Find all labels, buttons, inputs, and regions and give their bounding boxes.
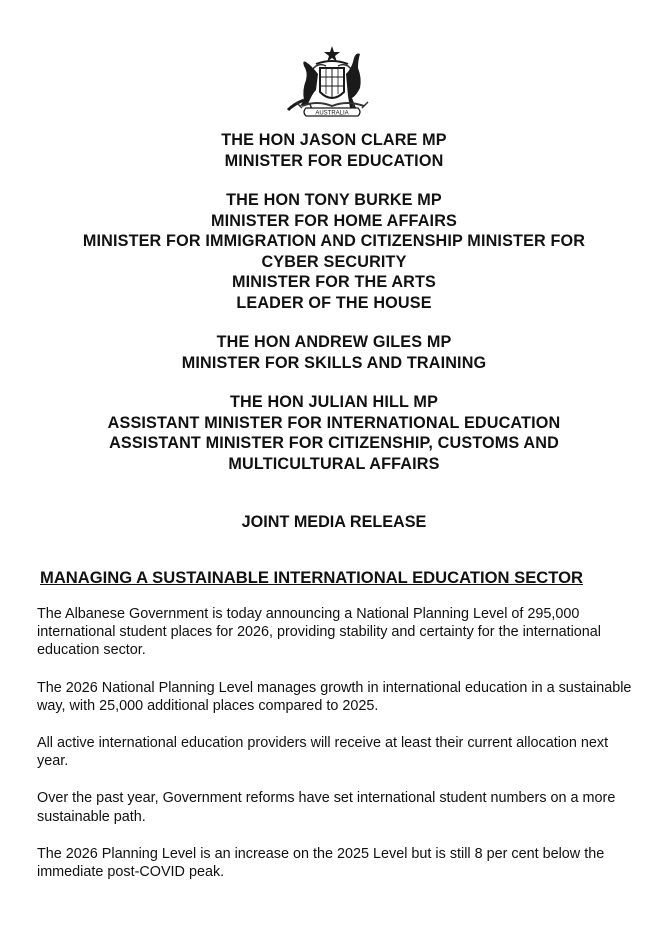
release-body bbox=[37, 605, 637, 900]
release-type-heading: JOINT MEDIA RELEASE bbox=[241, 513, 427, 531]
minister-name: THE HON TONY BURKE MP bbox=[226, 191, 442, 209]
body-paragraph: The Albanese Government is today announcing a National Planning Level of 295,000 international student places for 2026, providing stability and certainty for the international education sector. bbox=[37, 606, 601, 659]
scroll-text: AUSTRALIA bbox=[315, 110, 349, 117]
minister-block bbox=[0, 130, 650, 171]
minister-title: MINISTER FOR HOME AFFAIRS bbox=[211, 211, 457, 230]
minister-title: MINISTER FOR IMMIGRATION AND CITIZENSHIP MINISTER FOR bbox=[82, 232, 586, 250]
minister-title: MINISTER FOR EDUCATION bbox=[224, 151, 444, 170]
minister-title: MULTICULTURAL AFFAIRS bbox=[228, 454, 440, 473]
minister-name: THE HON JULIAN HILL MP bbox=[229, 393, 439, 411]
minister-title: CYBER SECURITY bbox=[261, 252, 407, 271]
body-paragraph: The 2026 Planning Level is an increase on the 2025 Level but is still 8 per cent below the immediate post-COVID peak. bbox=[37, 845, 605, 881]
minister-name: THE HON ANDREW GILES MP bbox=[216, 333, 452, 351]
minister-title: ASSISTANT MINISTER FOR INTERNATIONAL EDUCATION bbox=[107, 413, 561, 432]
body-paragraph: Over the past year, Government reforms have set international student numbers on a more sustainable path. bbox=[37, 790, 616, 825]
minister-title: ASSISTANT MINISTER FOR CITIZENSHIP, CUSTOMS AND bbox=[109, 434, 559, 452]
minister-block bbox=[0, 332, 650, 373]
minister-block bbox=[0, 392, 650, 474]
minister-title: LEADER OF THE HOUSE bbox=[236, 293, 432, 312]
minister-title: MINISTER FOR SKILLS AND TRAINING bbox=[181, 353, 487, 372]
coat-of-arms-icon bbox=[282, 44, 382, 120]
minister-title: MINISTER FOR THE ARTS bbox=[232, 273, 436, 291]
release-headline: MANAGING A SUSTAINABLE INTERNATIONAL EDUCATION SECTOR bbox=[40, 568, 583, 587]
ministers-list bbox=[0, 130, 650, 493]
body-paragraph: The 2026 National Planning Level manages growth in international education in a sustainable way, with 25,000 additional places compared to 2025. bbox=[37, 679, 632, 714]
minister-name: THE HON JASON CLARE MP bbox=[221, 131, 447, 149]
body-paragraph: All active international education providers will receive at least their current allocation next year. bbox=[37, 735, 609, 770]
minister-block bbox=[0, 190, 650, 313]
